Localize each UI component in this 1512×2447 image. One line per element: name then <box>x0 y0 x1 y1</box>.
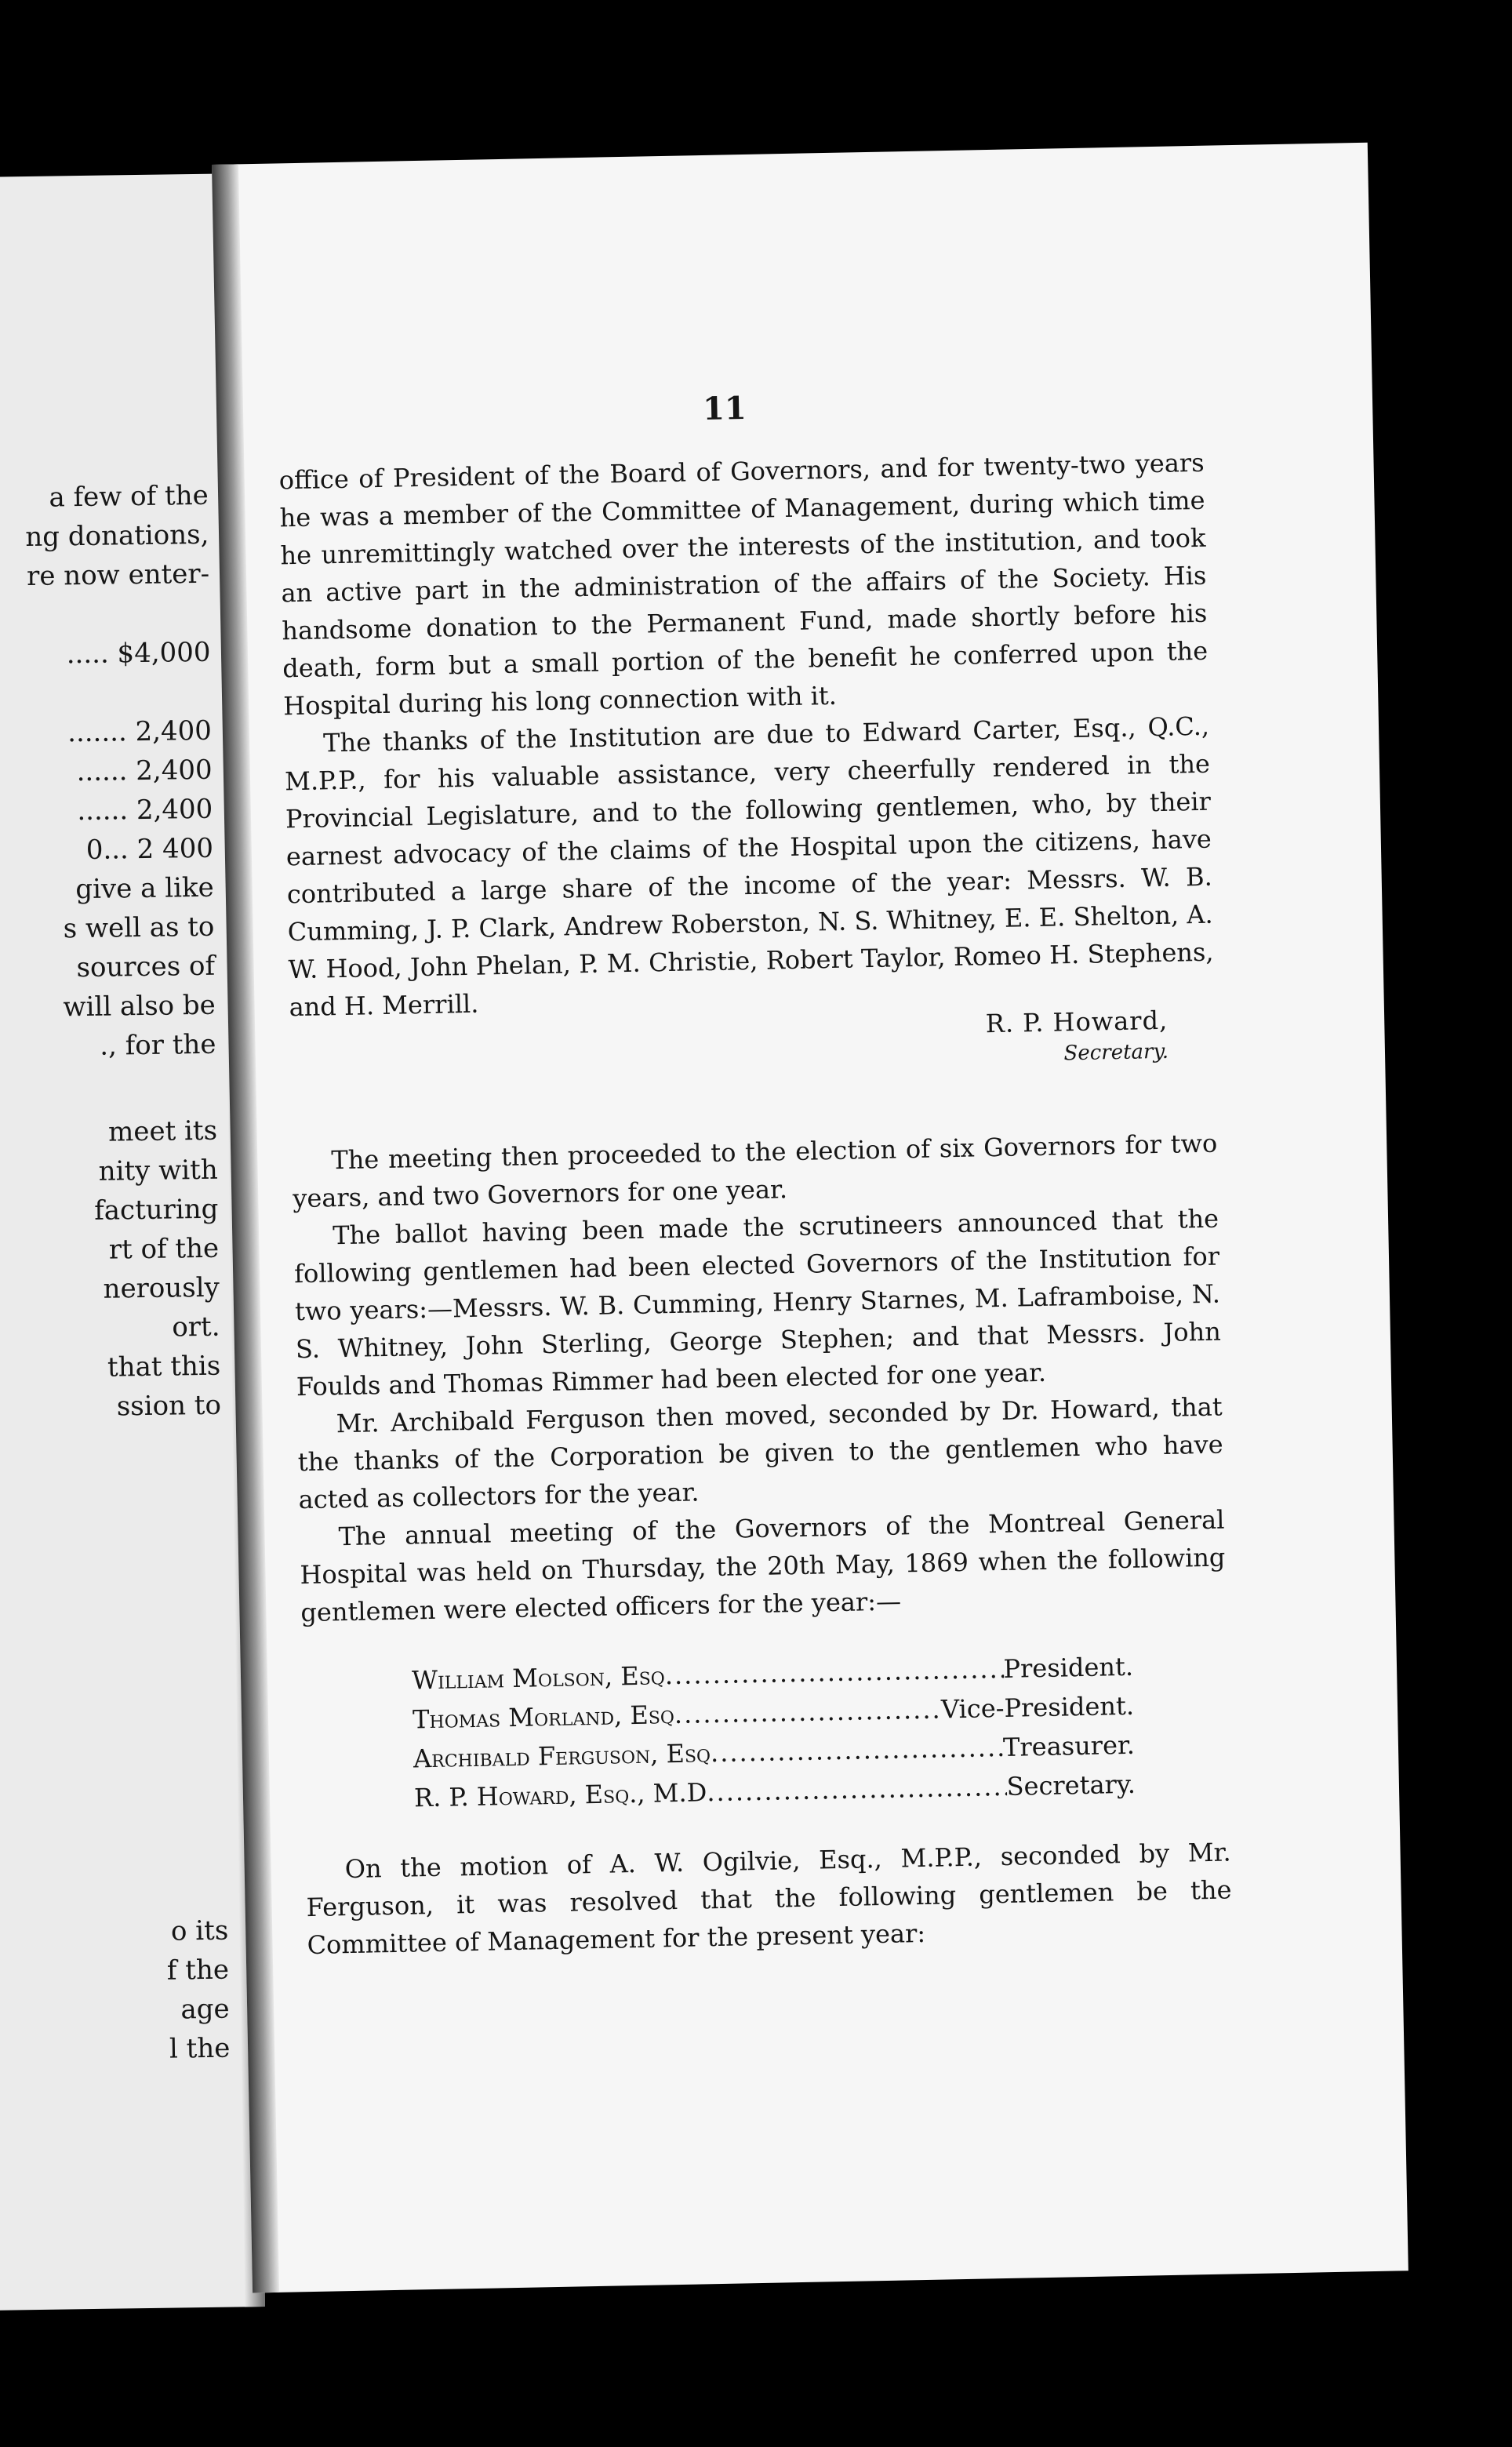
officer-role: Vice-President. <box>940 1690 1135 1725</box>
left-page-line: facturing <box>93 1193 219 1227</box>
paragraph: On the motion of A. W. Ogilvie, Esq., M.P.P., seconded by Mr. Ferguson, it was resolved that the following gentlemen be the Committee of Management for the present year: <box>306 1837 1232 1961</box>
left-page-line: ., for the <box>99 1028 216 1062</box>
officers-list <box>412 1647 1136 1818</box>
left-page-line: ....... 2,400 <box>67 714 213 749</box>
leader-dots <box>707 1767 1007 1812</box>
left-page-line: ng donations, <box>25 518 209 554</box>
paragraph: The ballot having been made the scrutineers announced that the following gentlemen had been elected Governors of the Institution for two years:—Messrs. W. B. Cumming, Henry Starnes, M. Laframboise, N. S. Whitney, John Sterling, George Stephen; and that Messrs. John Foulds and Thomas Rimmer had been elected for one year. <box>293 1203 1222 1402</box>
left-page-line: that this <box>107 1350 221 1383</box>
page-body <box>278 444 1233 1964</box>
document-page <box>212 143 1408 2293</box>
left-page-line: ...... 2,400 <box>76 754 213 788</box>
officer-role: Treasurer. <box>1002 1729 1136 1762</box>
leader-dots <box>710 1728 1003 1773</box>
left-page-line: give a like <box>75 871 214 906</box>
left-page-line: l the <box>169 2032 231 2065</box>
left-page-line: 0... 2 400 <box>85 832 214 866</box>
officer-role: Secretary. <box>1006 1769 1136 1802</box>
paragraph: The annual meeting of the Governors of the Montreal General Hospital was held on Thursday, the 20th May, 1869 when the following gentlemen were elected officers for the year:— <box>300 1504 1226 1628</box>
officer-name: R. P. Howard, Esq., M.D <box>413 1777 707 1813</box>
left-page-line: will also be <box>63 989 216 1024</box>
page-number: 11 <box>702 389 747 428</box>
officer-role: President. <box>1003 1651 1134 1684</box>
paragraph: The thanks of the Institution are due to Edward Carter, Esq., Q.C., M.P.P., for his valuable assistance, very cheerfully rendered in the Provincial Legislature, and to the following gentlemen, who, by their earnest advocacy of the claims of the Hospital upon the citizens, have contributed a large share of the income of the year: Messrs. W. B. Cumming, J. P. Clark, Andrew Roberston, N. S. Whitney, E. E. Shelton, A. W. Hood, John Phelan, P. M. Christie, Robert Taylor, Romeo H. Stephens, and H. Merrill. <box>284 711 1214 1023</box>
left-page-line: ort. <box>172 1311 220 1343</box>
officer-name: William Molson, Esq <box>411 1660 666 1696</box>
leader-dots <box>664 1649 1004 1695</box>
left-page-line: a few of the <box>49 479 209 514</box>
paragraph: Mr. Archibald Ferguson then moved, seconded by Dr. Howard, that the thanks of the Corporation be given to the gentlemen who have acted as collectors for the year. <box>297 1391 1223 1515</box>
paragraph: office of President of the Board of Governors, and for twenty-two years he was a member of the Committee of Management, during which time he unremittingly watched over the interests of the institution, and took an active part in the administration of the affairs of the Society. His handsome donation to the Permanent Fund, made shortly before his death, form but a small portion of the benefit he conferred upon the Hospital during his long connection with it. <box>278 447 1209 722</box>
leader-dots <box>674 1690 941 1735</box>
left-page-line: nerously <box>103 1271 220 1305</box>
left-page-line: nity with <box>98 1154 218 1187</box>
signature-name: R. P. Howard, <box>985 1005 1169 1039</box>
officer-name: Thomas Morland, Esq <box>412 1700 675 1735</box>
left-page-line: ...... 2,400 <box>77 793 213 827</box>
left-page-line: meet its <box>107 1114 218 1148</box>
left-page-line: o its <box>170 1914 229 1947</box>
left-page-line: ..... $4,000 <box>66 636 211 671</box>
left-page-line: age <box>180 1993 230 2026</box>
paragraph: The meeting then proceeded to the election of six Governors for two years, and two Governors for one year. <box>292 1128 1218 1214</box>
left-page-line: sources of <box>76 950 216 984</box>
left-page-line: re now enter- <box>26 558 210 593</box>
left-page-line: rt of the <box>108 1232 220 1266</box>
signature-title: Secretary. <box>1063 1039 1169 1066</box>
left-page-line: s well as to <box>63 911 215 945</box>
left-page-line: ssion to <box>116 1389 222 1423</box>
officer-name: Archibald Ferguson, Esq <box>413 1738 711 1774</box>
left-page-line: f the <box>166 1954 230 1987</box>
